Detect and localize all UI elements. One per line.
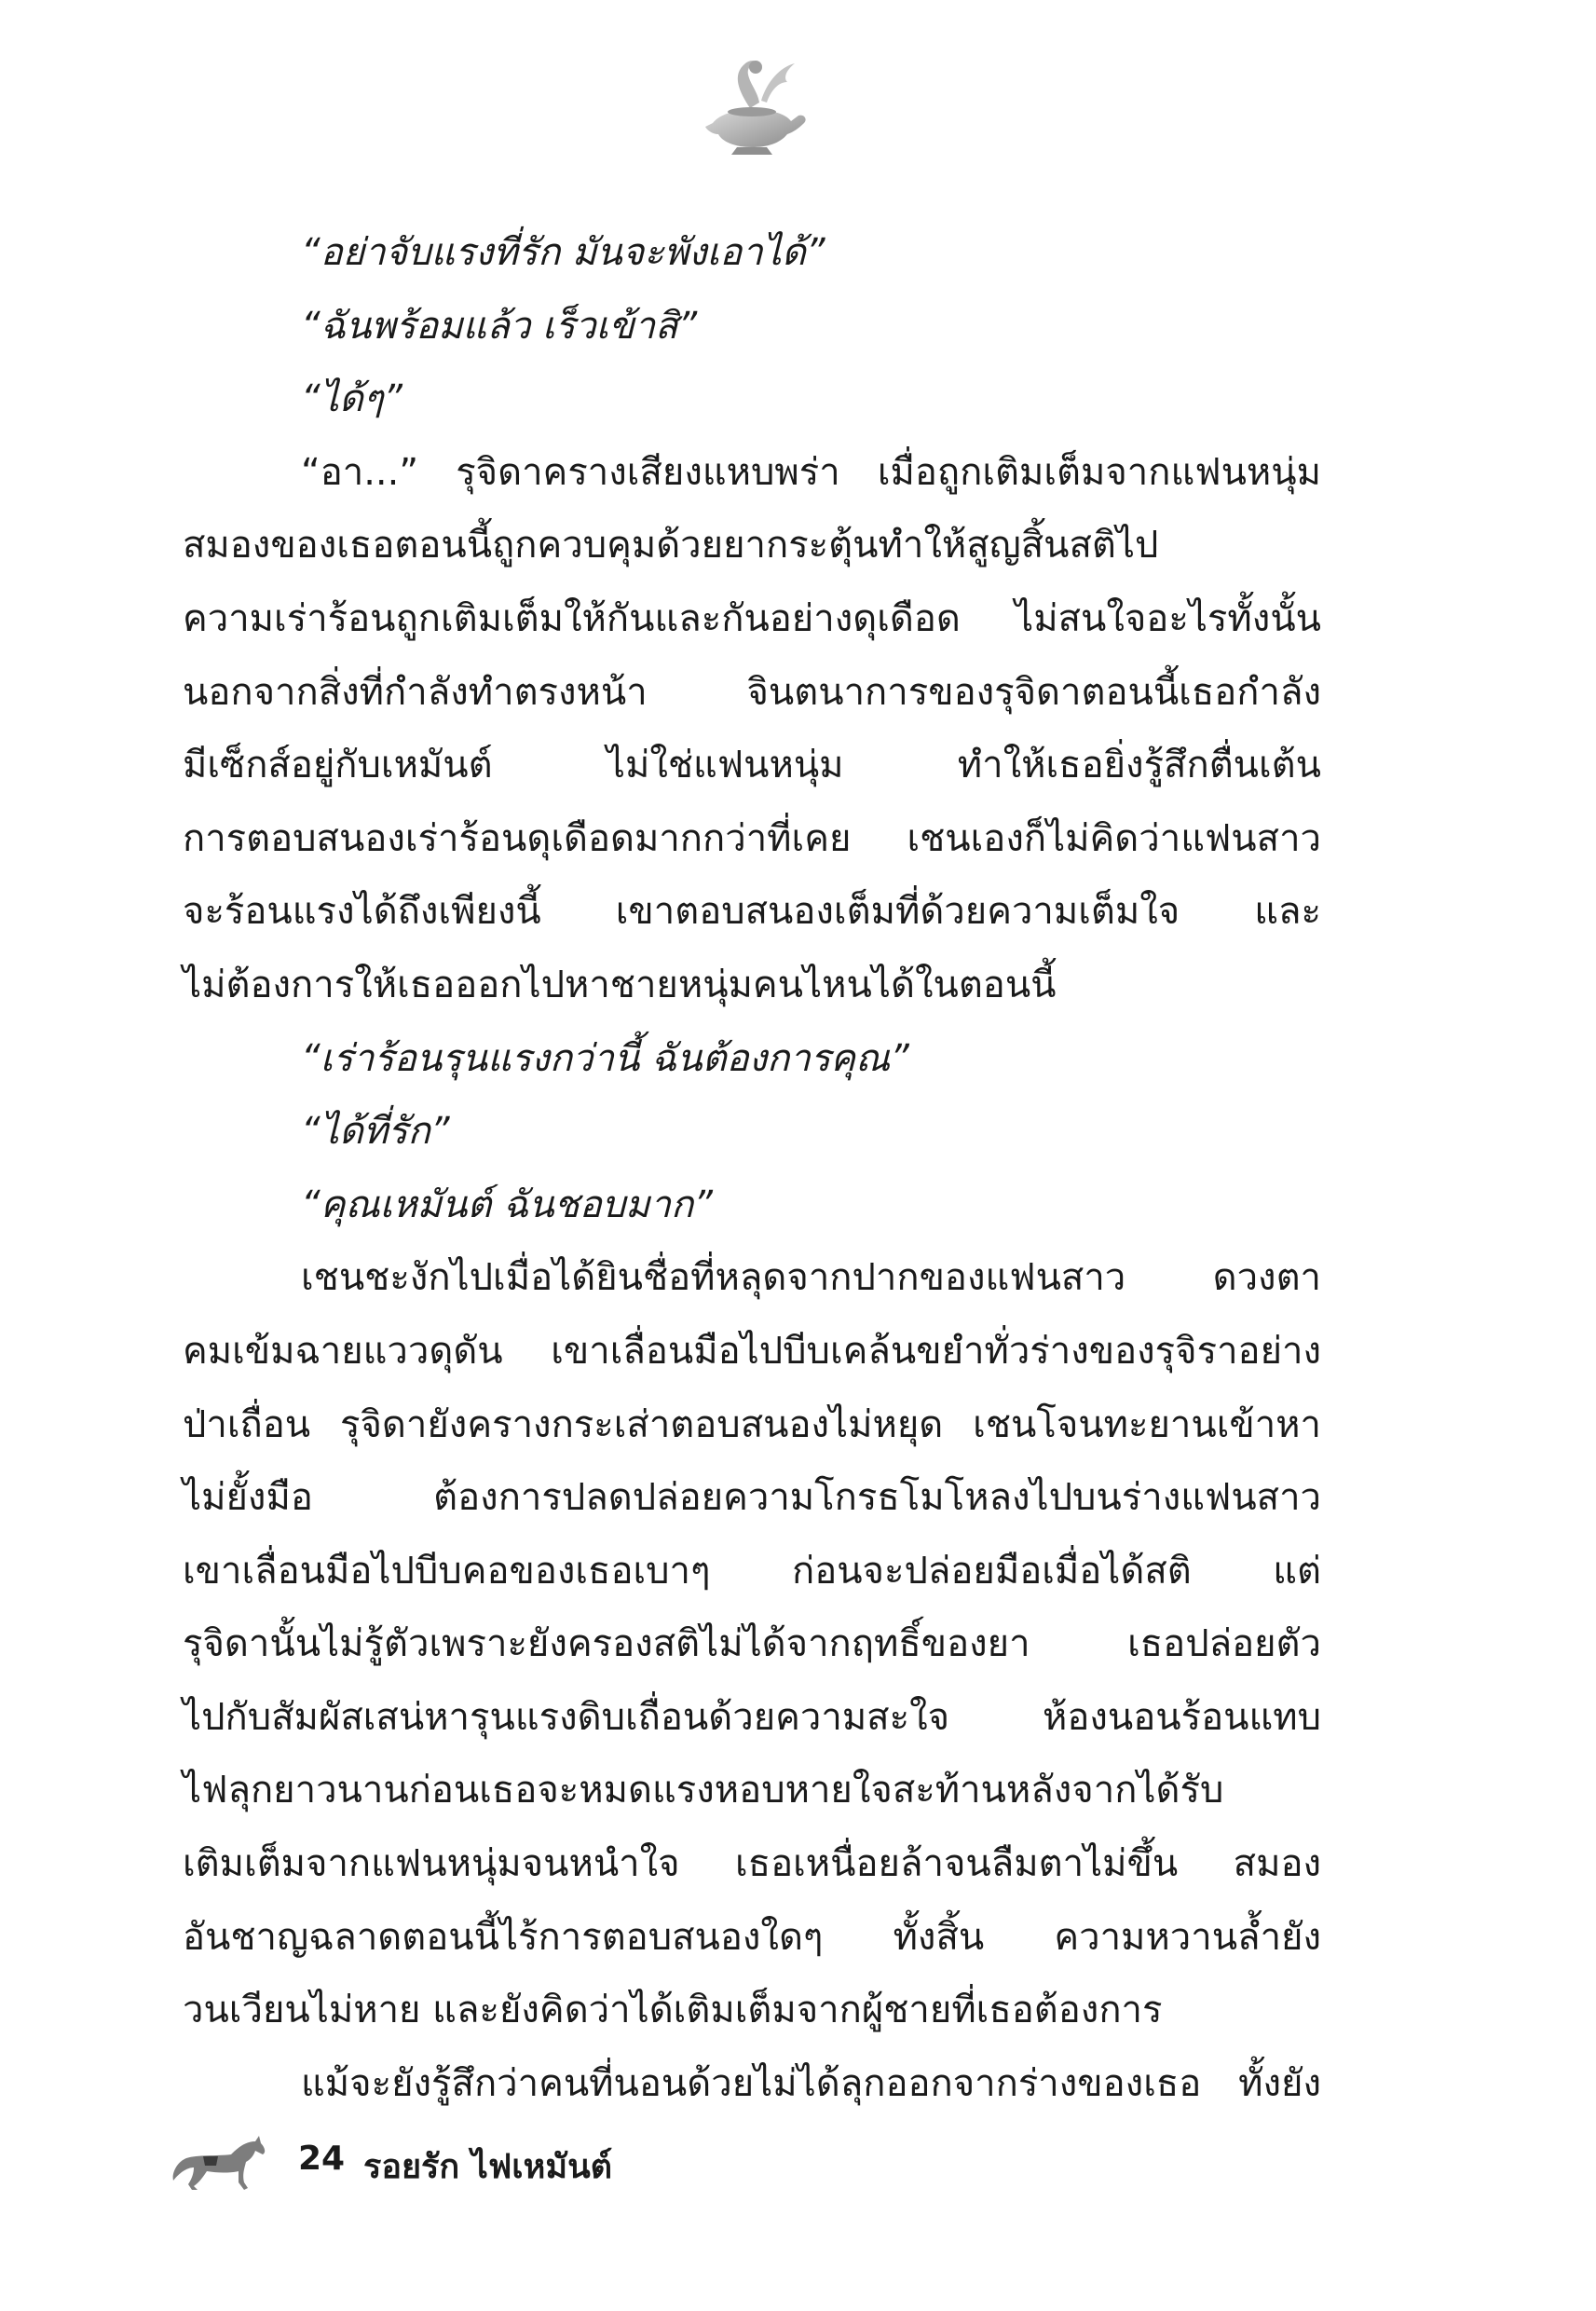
paragraph-line: มีเซ็กส์อยู่กับเหมันต์ ไม่ใช่แฟนหนุ่ม ทำให้เธอยิ่งรู้สึกตื่นเต้น <box>183 744 1321 787</box>
book-title: รอยรัก ไฟเหมันต์ <box>363 2148 613 2186</box>
paragraph-line: คมเข้มฉายแววดุดัน เขาเลื่อนมือไปบีบเคล้นขยำทั่วร่างของรุจิราอย่าง <box>183 1329 1321 1373</box>
page-number: 24 <box>298 2140 346 2178</box>
paragraph-line: แม้จะยังรู้สึกว่าคนที่นอนด้วยไม่ได้ลุกออกจากร่างของเธอ ทั้งยัง <box>301 2061 1321 2105</box>
paragraph-line: ไปกับสัมผัสเสน่หารุนแรงดิบเถื่อนด้วยความสะใจ ห้องนอนร้อนแทบ <box>183 1695 1321 1739</box>
paragraph-line: ไฟลุกยาวนานก่อนเธอจะหมดแรงหอบหายใจสะท้านหลังจากได้รับ <box>183 1769 1224 1812</box>
paragraph-line: อันชาญฉลาดตอนนี้ไร้การตอบสนองใดๆ ทั้งสิ้น ความหวานล้ำยัง <box>183 1915 1321 1959</box>
paragraph-line: เติมเต็มจากแฟนหนุ่มจนหนำใจ เธอเหนื่อยล้าจนลืมตาไม่ขึ้น สมอง <box>183 1842 1321 1886</box>
paragraph-line: รุจิดานั้นไม่รู้ตัวเพราะยังครองสติไม่ได้จากฤทธิ์ของยา เธอปล่อยตัว <box>183 1622 1321 1666</box>
paragraph-line: จะร้อนแรงได้ถึงเพียงนี้ เขาตอบสนองเต็มที่ด้วยความเต็มใจ และ <box>183 890 1321 934</box>
dialogue-line: “เร่าร้อนรุนแรงกว่านี้ ฉันต้องการคุณ” <box>301 1036 909 1080</box>
page-text <box>183 216 1321 2120</box>
paragraph-line: ไม่ต้องการให้เธอออกไปหาชายหนุ่มคนไหนได้ในตอนนี้ <box>183 963 1057 1006</box>
paragraph-line: ความเร่าร้อนถูกเติมเต็มให้กันและกันอย่างดุเดือด ไม่สนใจอะไรทั้งนั้น <box>183 596 1321 640</box>
paragraph-line: วนเวียนไม่หาย และยังคิดว่าได้เติมเต็มจากผู้ชายที่เธอต้องการ <box>183 1989 1163 2032</box>
paragraph-line: “อา...” รุจิดาครางเสียงแหบพร่า เมื่อถูกเติมเต็มจากแฟนหนุ่ม <box>301 450 1321 494</box>
horse-icon <box>166 2134 268 2192</box>
paragraph-line: เขาเลื่อนมือไปบีบคอของเธอเบาๆ ก่อนจะปล่อยมือเมื่อได้สติ แต่ <box>183 1549 1321 1593</box>
paragraph-line: เชนชะงักไปเมื่อได้ยินชื่อที่หลุดจากปากของแฟนสาว ดวงตา <box>301 1256 1321 1300</box>
paragraph-line: ไม่ยั้งมือ ต้องการปลดปล่อยความโกรธโมโหลงไปบนร่างแฟนสาว <box>183 1476 1321 1520</box>
paragraph-line: ป่าเถื่อน รุจิดายังครางกระเส่าตอบสนองไม่หยุด เชนโจนทะยานเข้าหา <box>183 1402 1321 1446</box>
dialogue-line: “ได้ๆ” <box>301 377 403 421</box>
paragraph-line: สมองของเธอตอนนี้ถูกควบคุมด้วยยากระตุ้นทำให้สูญสิ้นสติไป <box>183 524 1159 567</box>
genie-lamp-icon <box>694 54 815 158</box>
dialogue-line: “คุณเหมันต์ ฉันชอบมาก” <box>301 1183 713 1226</box>
dialogue-line: “อย่าจับแรงที่รัก มันจะพังเอาได้” <box>301 231 825 274</box>
paragraph-line: การตอบสนองเร่าร้อนดุเดือดมากกว่าที่เคย เชนเองก็ไม่คิดว่าแฟนสาว <box>183 816 1321 860</box>
dialogue-line: “ฉันพร้อมแล้ว เร็วเข้าสิ” <box>301 304 698 348</box>
dialogue-line: “ได้ที่รัก” <box>301 1110 450 1154</box>
paragraph-line: นอกจากสิ่งที่กำลังทำตรงหน้า จินตนาการของรุจิดาตอนนี้เธอกำลัง <box>183 670 1321 714</box>
